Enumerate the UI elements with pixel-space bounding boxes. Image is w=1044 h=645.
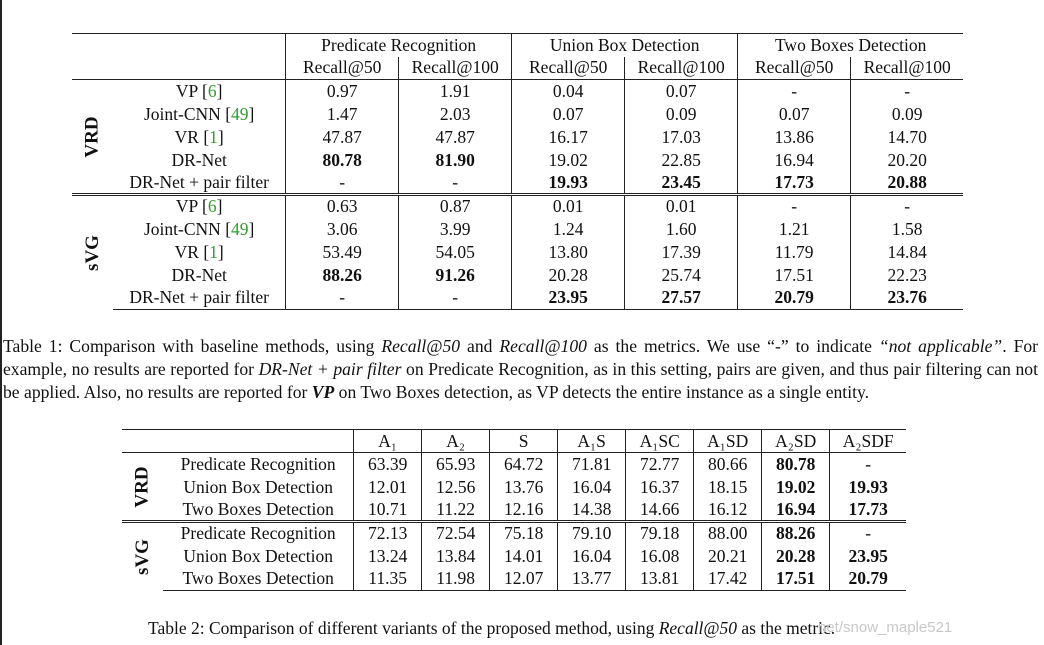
caption1-part: Table 1: Comparison with baseline methods, using xyxy=(3,336,382,356)
table2-value-cell: 14.66 xyxy=(626,499,694,522)
table1-row xyxy=(72,80,963,103)
table1-corner-cell xyxy=(72,34,113,57)
table2-value-cell: 13.24 xyxy=(354,545,422,568)
table1-value-cell: 53.49 xyxy=(286,241,399,264)
table-2 xyxy=(122,429,906,591)
table2-value-cell: 80.78 xyxy=(762,453,830,476)
method-name: Joint-CNN xyxy=(144,103,221,124)
table1-method-cell xyxy=(113,264,286,287)
table2-value-cell: 13.84 xyxy=(422,545,490,568)
table1-group-header: Predicate Recognition xyxy=(286,34,512,57)
table2-row xyxy=(122,545,906,568)
table2-value-cell: 11.22 xyxy=(422,499,490,522)
caption1-part: on Predicate Recognition, as in this setting, pairs are given, and thus pair filtering can not be applied. Also, no results are reported for xyxy=(3,359,1038,402)
table2-row xyxy=(122,453,906,476)
table1-value-cell: 14.84 xyxy=(887,241,927,262)
caption2-prefix: Table 2: Comparison of different variants of the proposed method, using xyxy=(148,618,659,638)
table2-value-cell: 75.18 xyxy=(490,522,558,545)
table2-row xyxy=(122,522,906,545)
table1-value-cell: 0.97 xyxy=(286,80,399,103)
table2-value-cell: 79.18 xyxy=(626,522,694,545)
table1-value-cell: - xyxy=(399,172,512,195)
table2-value-cell: 17.73 xyxy=(830,499,907,522)
table1-value-cell: 23.95 xyxy=(512,287,625,310)
method-name: Joint-CNN xyxy=(144,218,221,239)
table1-section-label xyxy=(72,80,113,195)
citation-ref: 49 xyxy=(231,103,249,124)
table1-value-cell: 20.20 xyxy=(887,149,927,170)
table1-value-cell: 0.04 xyxy=(512,80,625,103)
table2-value-cell: 12.07 xyxy=(490,568,558,591)
table1-section-label xyxy=(72,195,113,310)
table1-value-cell: - xyxy=(851,195,964,218)
citation-ref: 6 xyxy=(207,80,217,101)
table1-row xyxy=(72,149,963,172)
table1-value-cell: 22.23 xyxy=(887,264,927,285)
table1-value-cell: 1.60 xyxy=(625,218,738,241)
table1-method-cell xyxy=(113,287,286,310)
table-1-caption xyxy=(3,335,1038,404)
table1-row xyxy=(72,287,963,310)
table2-value-cell: 20.21 xyxy=(694,545,762,568)
table1-metric-header: Recall@100 xyxy=(851,57,964,80)
table1-row xyxy=(72,241,963,264)
table1-value-cell: 0.07 xyxy=(512,103,625,126)
table1-corner-cell xyxy=(72,57,113,80)
table1-value-cell: - xyxy=(399,287,512,310)
table2-value-cell: 14.01 xyxy=(490,545,558,568)
table1-value-cell: 19.02 xyxy=(512,149,625,172)
table2-task-cell: Union Box Detection xyxy=(163,476,354,499)
caption2-suffix: as the metric. xyxy=(737,618,836,638)
table1-value-cell: 1.24 xyxy=(512,218,625,241)
table2-task-cell: Predicate Recognition xyxy=(163,453,354,476)
table1-value-cell: 80.78 xyxy=(286,149,399,172)
table2-corner-cell xyxy=(122,430,163,453)
table1-value-cell: 0.07 xyxy=(738,103,851,126)
table2-column-header: A₁SC xyxy=(626,430,694,453)
table2-value-cell: 72.54 xyxy=(422,522,490,545)
method-name: VR xyxy=(174,126,199,147)
table1-value-cell: 1.58 xyxy=(891,218,923,239)
table2-row xyxy=(122,499,906,522)
method-name: VR xyxy=(174,241,199,262)
table1-method-cell xyxy=(113,149,286,172)
table2-value-cell: - xyxy=(830,522,907,545)
table1-value-cell: 0.09 xyxy=(625,103,738,126)
table1-value-cell: 0.07 xyxy=(625,80,738,103)
table1-value-cell: 22.85 xyxy=(625,149,738,172)
table1-value-cell: 0.63 xyxy=(286,195,399,218)
table2-value-cell: 16.08 xyxy=(626,545,694,568)
table2-value-cell: 12.01 xyxy=(354,476,422,499)
table1-value-cell: 20.28 xyxy=(512,264,625,287)
table1-method-cell: VP [6] xyxy=(113,195,286,218)
table1-row xyxy=(72,218,963,241)
table1-method-header-cell xyxy=(113,34,286,57)
table2-value-cell: 14.38 xyxy=(558,499,626,522)
table2-section-label xyxy=(122,453,163,522)
table2-value-cell: 88.00 xyxy=(694,522,762,545)
table1-value-cell: 23.45 xyxy=(625,172,738,195)
table1-value-cell: 19.93 xyxy=(512,172,625,195)
table2-column-header: A₂ xyxy=(422,430,490,453)
table1-value-cell: 81.90 xyxy=(399,149,512,172)
table-1 xyxy=(72,33,963,310)
table2-column-header: A₁ xyxy=(354,430,422,453)
table1-value-cell: 3.99 xyxy=(399,218,512,241)
table1-value-cell: 16.94 xyxy=(738,149,851,172)
section-label-text: sVG xyxy=(131,538,153,575)
table2-value-cell: 11.35 xyxy=(354,568,422,591)
table2-row xyxy=(122,568,906,591)
table2-value-cell: 18.15 xyxy=(694,476,762,499)
table2-task-cell: Union Box Detection xyxy=(163,545,354,568)
method-name: DR-Net + pair filter xyxy=(129,171,269,192)
table2-value-cell: 19.93 xyxy=(848,476,888,497)
table2-column-header: A₁SD xyxy=(694,430,762,453)
caption1-part: VP xyxy=(311,382,335,402)
caption1-part: Recall@100 xyxy=(499,336,587,356)
table2-value-cell: 11.98 xyxy=(422,568,490,591)
caption2-metric: Recall@50 xyxy=(658,618,738,638)
table1-row xyxy=(72,103,963,126)
table2-value-cell: 71.81 xyxy=(558,453,626,476)
table1-value-cell: 14.70 xyxy=(887,126,927,147)
table2-task-cell: Predicate Recognition xyxy=(163,522,354,545)
table2-value-cell: 20.28 xyxy=(762,545,830,568)
method-name: DR-Net + pair filter xyxy=(129,287,269,308)
table1-method-cell: Joint-CNN [49] xyxy=(113,218,286,241)
table1-value-cell: - xyxy=(286,172,399,195)
table2-column-header: A₂SDF xyxy=(830,430,907,453)
caption1-part: and xyxy=(460,336,500,356)
table2-value-cell: 64.72 xyxy=(490,453,558,476)
table1-value-cell: 13.86 xyxy=(738,126,851,149)
table1-value-cell: 1.47 xyxy=(286,103,399,126)
table1-value-cell: 88.26 xyxy=(286,264,399,287)
table2-section-label xyxy=(122,522,163,591)
table2-column-header: S xyxy=(490,430,558,453)
table1-value-cell: 17.73 xyxy=(738,172,851,195)
table1-value-cell: 91.26 xyxy=(399,264,512,287)
table2-value-cell: 16.04 xyxy=(558,476,626,499)
table1-value-cell: 13.80 xyxy=(512,241,625,264)
table2-task-cell: Two Boxes Detection xyxy=(163,568,354,591)
caption1-part: DR-Net + pair filter xyxy=(258,359,402,379)
table2-value-cell: 17.42 xyxy=(694,568,762,591)
table2-value-cell: 63.39 xyxy=(354,453,422,476)
citation-ref: 6 xyxy=(207,196,217,217)
table2-value-cell: 17.51 xyxy=(762,568,830,591)
table1-value-cell: 0.01 xyxy=(512,195,625,218)
citation-ref: 1 xyxy=(209,241,218,262)
table1-value-cell: 54.05 xyxy=(399,241,512,264)
table1-value-cell: 16.17 xyxy=(512,126,625,149)
table1-value-cell: - xyxy=(738,80,851,103)
table1-value-cell: 2.03 xyxy=(399,103,512,126)
method-name: DR-Net xyxy=(171,264,227,285)
table1-value-cell: 17.51 xyxy=(738,264,851,287)
table1-value-cell: 0.01 xyxy=(625,195,738,218)
table2-task-header-cell xyxy=(163,430,354,453)
table1-value-cell: 27.57 xyxy=(625,287,738,310)
table1-metrics-row xyxy=(72,57,963,80)
section-label-text: VRD xyxy=(131,465,153,508)
table1-value-cell: - xyxy=(286,287,399,310)
table1-value-cell: 1.21 xyxy=(738,218,851,241)
table1-metric-header: Recall@50 xyxy=(512,57,625,80)
table2-value-cell: 16.12 xyxy=(694,499,762,522)
table1-method-cell: Joint-CNN [49] xyxy=(113,103,286,126)
table2-value-cell: 19.02 xyxy=(762,476,830,499)
method-name: VP xyxy=(175,80,198,101)
table1-row xyxy=(72,195,963,218)
watermark: net/snow_maple521 xyxy=(818,619,953,636)
table1-value-cell: 17.39 xyxy=(625,241,738,264)
table2-value-cell: 16.04 xyxy=(558,545,626,568)
table1-value-cell: 47.87 xyxy=(286,126,399,149)
section-label-text: sVG xyxy=(81,234,103,271)
table1-row xyxy=(72,126,963,149)
method-name: VP xyxy=(175,196,198,217)
table1-value-cell: 20.79 xyxy=(738,287,851,310)
table2-value-cell: 12.16 xyxy=(490,499,558,522)
left-border-line xyxy=(0,0,2,645)
table1-metric-header: Recall@50 xyxy=(286,57,399,80)
caption1-part: Recall@50 xyxy=(381,336,461,356)
table1-value-cell: 17.03 xyxy=(625,126,738,149)
table1-value-cell: 47.87 xyxy=(399,126,512,149)
table2-value-cell: 23.95 xyxy=(848,545,888,566)
table2-value-cell: 13.77 xyxy=(558,568,626,591)
table1-value-cell: 0.87 xyxy=(399,195,512,218)
table1-method-cell: VR [1] xyxy=(113,126,286,149)
citation-ref: 49 xyxy=(231,218,249,239)
table1-value-cell: 25.74 xyxy=(625,264,738,287)
table2-value-cell: 72.77 xyxy=(626,453,694,476)
table2-header-row xyxy=(122,430,906,453)
table2-value-cell: 16.37 xyxy=(626,476,694,499)
table1-value-cell: 23.76 xyxy=(851,287,964,310)
table2-value-cell: 88.26 xyxy=(762,522,830,545)
table1-metric-header: Recall@50 xyxy=(738,57,851,80)
table2-value-cell: 72.13 xyxy=(354,522,422,545)
table1-value-cell: 3.06 xyxy=(286,218,399,241)
table2-row xyxy=(122,476,906,499)
table1-group-header-row xyxy=(72,34,963,57)
caption1-part: as the metrics. We use “-” to indicate xyxy=(586,336,879,356)
table1-method-header-cell xyxy=(113,57,286,80)
table2-value-cell: 16.94 xyxy=(762,499,830,522)
table1-metric-header: Recall@100 xyxy=(625,57,738,80)
table1-method-cell xyxy=(113,172,286,195)
table1-value-cell: - xyxy=(904,80,911,101)
table2-value-cell: - xyxy=(865,453,872,474)
table2-value-cell: 20.79 xyxy=(830,568,907,591)
table1-row xyxy=(72,264,963,287)
table2-column-header: A₂SD xyxy=(762,430,830,453)
table1-value-cell: 20.88 xyxy=(851,172,964,195)
table2-value-cell: 80.66 xyxy=(694,453,762,476)
caption1-part: on Two Boxes detection, as VP detects the entire instance as a single entity. xyxy=(334,382,870,402)
table2-value-cell: 65.93 xyxy=(422,453,490,476)
table1-metric-header: Recall@100 xyxy=(399,57,512,80)
table2-value-cell: 13.76 xyxy=(490,476,558,499)
table1-value-cell: 1.91 xyxy=(399,80,512,103)
caption1-part: . For example, no results are reported for xyxy=(3,336,1039,379)
table2-value-cell: 12.56 xyxy=(422,476,490,499)
table1-row xyxy=(72,172,963,195)
table1-method-cell: VP [6] xyxy=(113,80,286,103)
table2-value-cell: 10.71 xyxy=(354,499,422,522)
table1-value-cell: 11.79 xyxy=(738,241,851,264)
section-label-text: VRD xyxy=(81,115,103,158)
table2-value-cell: 79.10 xyxy=(558,522,626,545)
table1-value-cell: - xyxy=(738,195,851,218)
citation-ref: 1 xyxy=(209,126,218,147)
table-2-caption xyxy=(148,617,835,639)
table2-column-header: A₁S xyxy=(558,430,626,453)
table2-task-cell: Two Boxes Detection xyxy=(163,499,354,522)
table2-value-cell: 13.81 xyxy=(626,568,694,591)
table1-value-cell: 0.09 xyxy=(891,103,923,124)
table1-method-cell: VR [1] xyxy=(113,241,286,264)
method-name: DR-Net xyxy=(171,149,227,170)
table1-group-header: Union Box Detection xyxy=(512,34,738,57)
caption1-part: “not applicable” xyxy=(878,336,1003,356)
table1-group-header: Two Boxes Detection xyxy=(738,34,964,57)
